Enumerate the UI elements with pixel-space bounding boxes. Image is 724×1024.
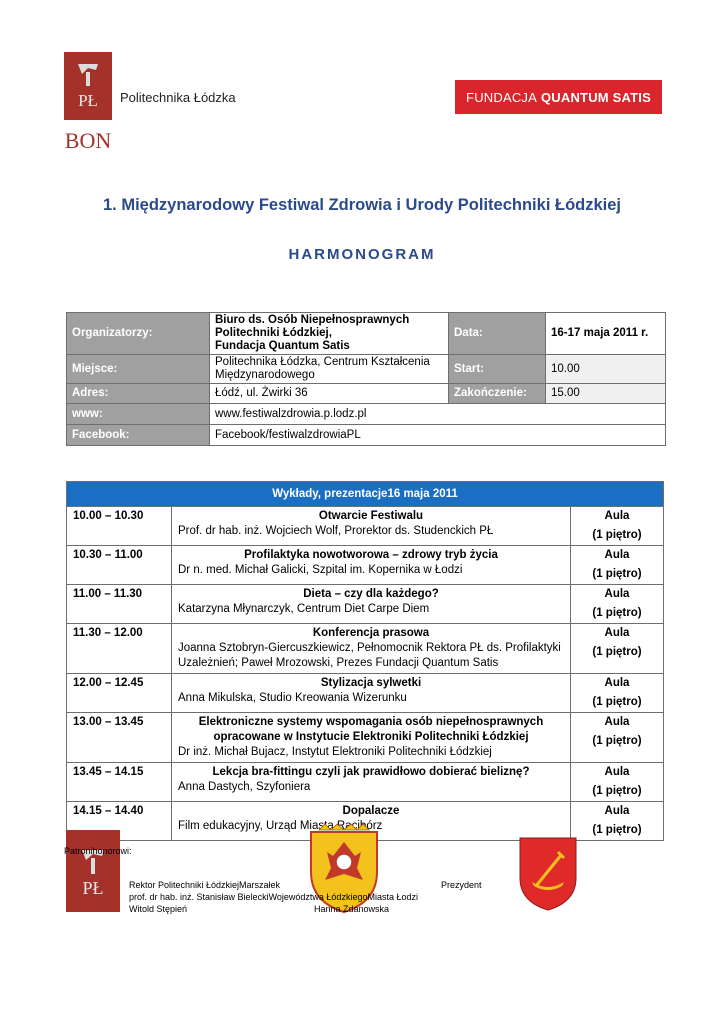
event-desc: Dr inż. Michał Bujacz, Instytut Elektroniki Politechniki Łódzkiej <box>178 746 492 758</box>
place-name: Aula <box>604 549 630 561</box>
page-title: 1. Międzynarodowy Festiwal Zdrowia i Urody Politechniki Łódzkiej <box>102 196 621 214</box>
fundacja-name: QUANTUM SATIS <box>540 89 651 105</box>
logo-bon: BON <box>64 128 112 153</box>
row-time: 10.30 – 11.00 <box>67 546 172 585</box>
row-place <box>571 546 664 585</box>
schedule-row <box>67 763 664 802</box>
event-title: Stylizacja sylwetki <box>320 677 422 689</box>
fundacja-badge <box>455 80 662 114</box>
schedule-heading: Wykłady, prezentacje16 maja 2011 <box>67 482 664 507</box>
row-event <box>172 624 571 674</box>
schedule-row <box>67 713 664 763</box>
event-desc: Anna Mikulska, Studio Kreowania Wizerunku <box>178 692 407 704</box>
row-event <box>172 713 571 763</box>
place-name: Aula <box>604 805 630 817</box>
patron-line-1: Rektor Politechniki ŁódzkiejMarszałek <box>129 880 281 890</box>
miejsce-label: Miejsce: <box>67 355 210 384</box>
event-title: Lekcja bra-fittingu czyli jak prawidłowo dobierać bieliznę? <box>212 766 530 778</box>
place-name: Aula <box>604 627 630 639</box>
university-name: Politechnika Łódzka <box>120 90 236 105</box>
start-value: 10.00 <box>546 355 666 384</box>
event-desc: Anna Dastych, Szyfoniera <box>178 781 311 793</box>
row-place <box>571 585 664 624</box>
row-event <box>172 585 571 624</box>
event-title: Otwarcie Festiwalu <box>318 510 424 522</box>
patron-pl-logo <box>66 830 120 912</box>
place-floor: (1 piętro) <box>592 785 642 797</box>
data-label: Data: <box>449 313 546 355</box>
www-value: www.festiwalzdrowia.p.lodz.pl <box>210 404 666 425</box>
event-title: Profilaktyka nowotworowa – zdrowy tryb życia <box>244 549 498 561</box>
www-label: www: <box>67 404 210 425</box>
place-name: Aula <box>604 510 630 522</box>
start-label: Start: <box>449 355 546 384</box>
patron-line-1-right: Prezydent <box>441 880 482 890</box>
adres-label: Adres: <box>67 384 210 404</box>
patron-line-2: prof. dr hab. inż. Stanisław BieleckiWojewództwa ŁódzkiegoMiasta Łodzi <box>129 892 418 902</box>
adres-value: Łódź, ul. Żwirki 36 <box>210 384 449 404</box>
organizatorzy-value <box>210 313 449 355</box>
schedule-row <box>67 674 664 713</box>
lodz-city-crest <box>518 836 578 912</box>
row-time: 10.00 – 10.30 <box>67 507 172 546</box>
row-place <box>571 674 664 713</box>
event-title: Dopalacze <box>342 805 400 817</box>
logo-monogram: PŁ <box>78 91 98 110</box>
org-line: Politechniki Łódzkiej, <box>215 327 332 339</box>
patron-logo-monogram: PŁ <box>82 878 104 898</box>
event-desc: Prof. dr hab. inż. Wojciech Wolf, Prorektor ds. Studenckich PŁ <box>178 525 494 537</box>
row-place <box>571 507 664 546</box>
row-time: 14.15 – 14.40 <box>67 802 172 841</box>
info-table <box>66 312 666 446</box>
facebook-label: Facebook: <box>67 425 210 446</box>
event-desc: Film edukacyjny, Urząd Miasta Racibórz <box>178 820 383 832</box>
place-floor: (1 piętro) <box>592 646 642 658</box>
event-desc: Joanna Sztobryn-Giercuszkiewicz, Pełnomocnik Rektora PŁ ds. Profilaktyki Uzależnień; Paweł Mrozowski, Prezes Fundacji Quantum Satis <box>178 642 561 669</box>
event-title: Dieta – czy dla każdego? <box>303 588 439 600</box>
org-line: Fundacja Quantum Satis <box>215 340 350 352</box>
place-floor: (1 piętro) <box>592 568 642 580</box>
row-time: 13.00 – 13.45 <box>67 713 172 763</box>
place-name: Aula <box>604 766 630 778</box>
schedule-table <box>66 481 664 841</box>
schedule-row <box>67 585 664 624</box>
place-name: Aula <box>604 716 630 728</box>
row-event <box>172 507 571 546</box>
place-name: Aula <box>604 677 630 689</box>
zakonczenie-label: Zakończenie: <box>449 384 546 404</box>
zakonczenie-value: 15.00 <box>546 384 666 404</box>
row-time: 13.45 – 14.15 <box>67 763 172 802</box>
row-place <box>571 802 664 841</box>
pl-logo <box>64 52 112 154</box>
row-place <box>571 763 664 802</box>
place-floor: (1 piętro) <box>592 735 642 747</box>
row-place <box>571 624 664 674</box>
patron-line-3-right: Hanna Zdanowska <box>314 904 390 914</box>
event-desc: Katarzyna Młynarczyk, Centrum Diet Carpe Diem <box>178 603 430 615</box>
event-desc: Dr n. med. Michał Galicki, Szpital im. Kopernika w Łodzi <box>178 564 463 576</box>
fundacja-prefix: FUNDACJA <box>466 89 537 105</box>
miejsce-value <box>210 355 449 384</box>
place-floor: (1 piętro) <box>592 696 642 708</box>
facebook-value: Facebook/festiwalzdrowiaPL <box>210 425 666 446</box>
row-event <box>172 763 571 802</box>
schedule-row <box>67 546 664 585</box>
page-subtitle: HARMONOGRAM <box>288 246 436 263</box>
place-floor: (1 piętro) <box>592 607 642 619</box>
organizatorzy-label: Organizatorzy: <box>67 313 210 355</box>
row-event <box>172 674 571 713</box>
patron-line-3: Witold Stępień <box>129 904 188 914</box>
place-floor: (1 piętro) <box>592 529 642 541</box>
miejsce-line: Politechnika Łódzka, Centrum Kształcenia <box>215 356 430 368</box>
row-time: 11.00 – 11.30 <box>67 585 172 624</box>
data-value: 16-17 maja 2011 r. <box>546 313 666 355</box>
schedule-row <box>67 624 664 674</box>
miejsce-line: Międzynarodowego <box>215 369 315 381</box>
place-name: Aula <box>604 588 630 600</box>
row-time: 12.00 – 12.45 <box>67 674 172 713</box>
row-event <box>172 546 571 585</box>
event-title: Elektroniczne systemy wspomagania osób niepełnosprawnych opracowane w Instytucie Elektroniki Politechniki Łódzkiej <box>198 716 544 743</box>
patron-label: Patronihonorowi: <box>64 846 132 856</box>
org-line: Biuro ds. Osób Niepełnosprawnych <box>215 314 410 326</box>
row-place <box>571 713 664 763</box>
event-title: Konferencja prasowa <box>312 627 430 639</box>
schedule-row <box>67 507 664 546</box>
row-time: 11.30 – 12.00 <box>67 624 172 674</box>
place-floor: (1 piętro) <box>592 824 642 836</box>
